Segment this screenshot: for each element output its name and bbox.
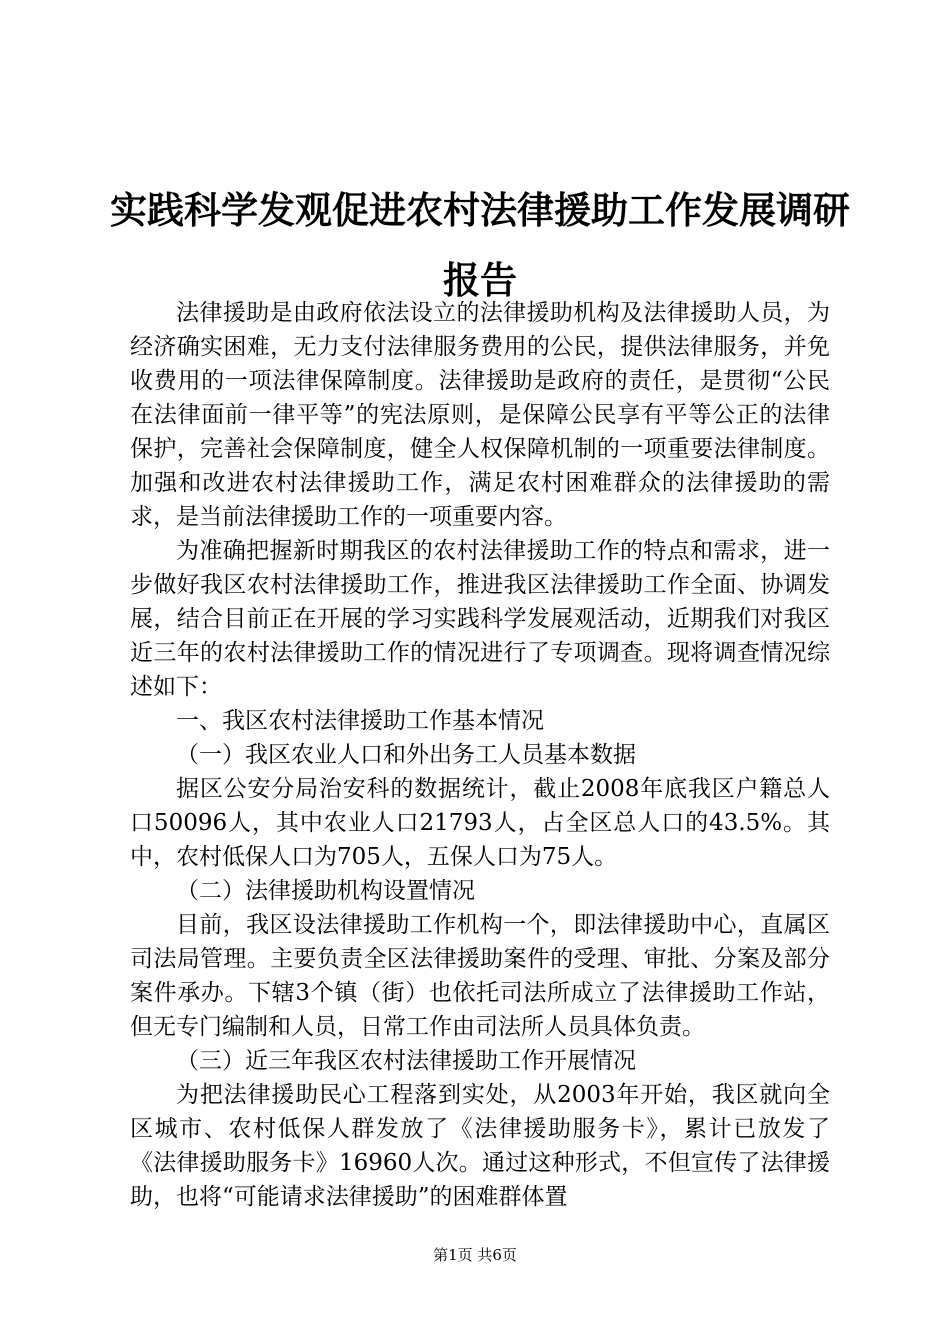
page-number-footer: 第1页 共6页 xyxy=(433,1246,517,1264)
title-line-2: 报告 xyxy=(443,259,517,302)
subsection-heading-1: （一）我区农业人口和外出务工人员基本数据 xyxy=(176,742,636,768)
paragraph-service-card: 为把法律援助民心工程落到实处，从2003年开始，我区就向全区城市、农村低保人群发放了《法律援助服务卡》，累计已放发了《法律援助服务卡》16960人次。通过这种形式，不但宣传了法律援助，也将“可能请求法律援助”的困难群体置 xyxy=(130,1082,830,1210)
document-body xyxy=(130,296,830,1214)
document-title xyxy=(110,176,850,316)
paragraph-institution: 目前，我区设法律援助工作机构一个，即法律援助中心，直属区司法局管理。主要负责全区法律援助案件的受理、审批、分案及部分案件承办。下辖3个镇（街）也依托司法所成立了法律援助工作站，但无专门编制和人员，日常工作由司法所人员具体负责。 xyxy=(130,912,830,1040)
paragraph-population-data: 据区公安分局治安科的数据统计，截止2008年底我区户籍总人口50096人，其中农业人口21793人，占全区总人口的43.5%。其中，农村低保人口为705人，五保人口为75人。 xyxy=(130,776,830,870)
paragraph-intro: 法律援助是由政府依法设立的法律援助机构及法律援助人员，为经济确实困难，无力支付法律服务费用的公民，提供法律服务，并免收费用的一项法律保障制度。法律援助是政府的责任，是贯彻“公民在法律面前一律平等”的宪法原则，是保障公民享有平等公正的法律保护，完善社会保障制度，健全人权保障机制的一项重要法律制度。加强和改进农村法律援助工作，满足农村困难群众的法律援助的需求，是当前法律援助工作的一项重要内容。 xyxy=(130,300,830,530)
paragraph-purpose: 为准确把握新时期我区的农村法律援助工作的特点和需求，进一步做好我区农村法律援助工作，推进我区法律援助工作全面、协调发展，结合目前正在开展的学习实践科学发展观活动，近期我们对我区近三年的农村法律援助工作的情况进行了专项调查。现将调查情况综述如下： xyxy=(130,538,830,700)
subsection-heading-2: （二）法律援助机构设置情况 xyxy=(176,878,475,904)
subsection-heading-3: （三）近三年我区农村法律援助工作开展情况 xyxy=(176,1048,636,1074)
section-heading-1: 一、我区农村法律援助工作基本情况 xyxy=(176,708,544,734)
title-line-1: 实践科学发观促进农村法律援助工作发展调研 xyxy=(110,189,850,232)
